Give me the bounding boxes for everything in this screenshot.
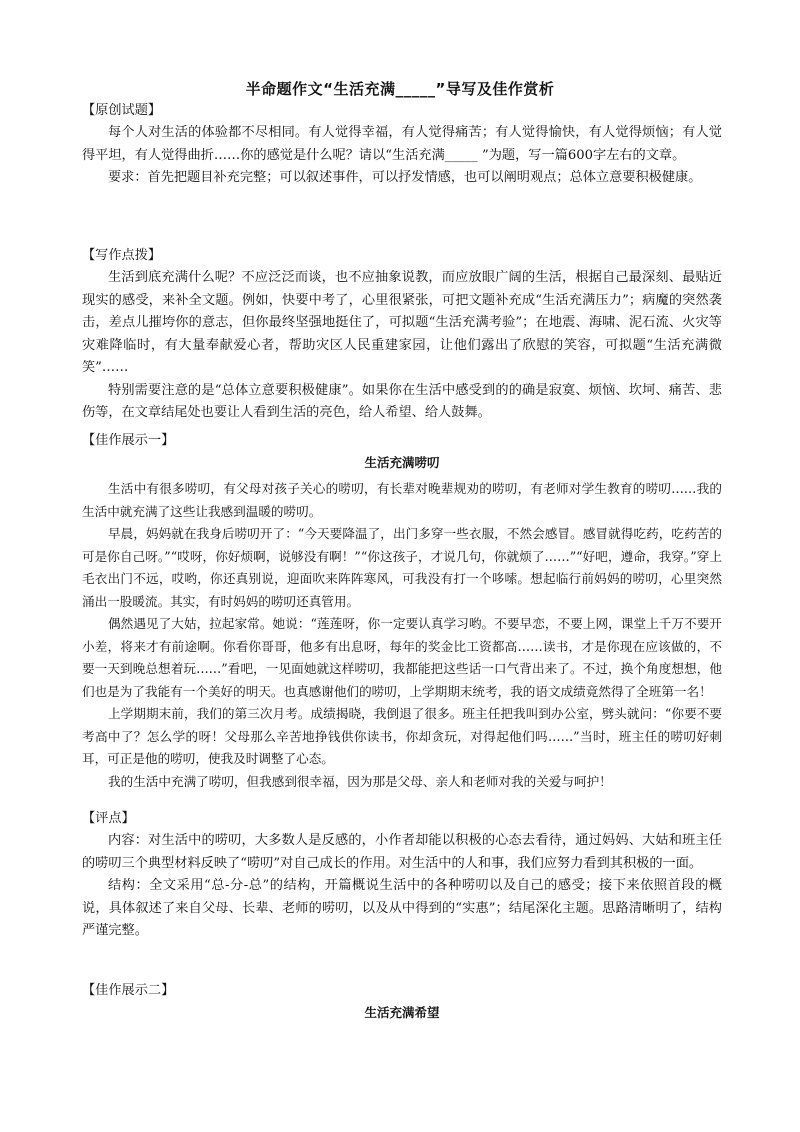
essay-paragraph: 我的生活中充满了唠叨，但我感到很幸福，因为那是父母、亲人和老师对我的关爱与呵护！ <box>108 773 612 789</box>
original-prompt-paragraph: 每个人对生活的体验都不尽相同。有人觉得幸福，有人觉得痛苦；有人觉得愉快，有人觉得烦恼；有人觉得平坦，有人觉得曲折……你的感觉是什么呢？请以“生活充满_____ ”为题，写一篇600字左右的文章。 <box>82 125 722 163</box>
essay-paragraph: 上学期期末前，我们的第三次月考。成绩揭晓，我倒退了很多。班主任把我叫到办公室，劈头就问：“你要不要考高中了？怎么学的呀！父母那么辛苦地挣钱供你读书，你却贪玩，对得起他们吗……”当时，班主任的唠叨好刺耳，可正是他的唠叨，使我及时调整了心态。 <box>82 706 722 766</box>
commentary-paragraph: 内容：对生活中的唠叨，大多数人是反感的，小作者却能以积极的心态去看待，通过妈妈、大姑和班主任的唠叨三个典型材料反映了“唠叨”对自己成长的作用。对生活中的人和事，我们应努力看到其积极的一面。 <box>82 833 722 871</box>
original-prompt-requirements: 要求：首先把题目补充完整；可以叙述事件，可以抒发情感，也可以阐明观点；总体立意要积极健康。 <box>108 170 702 185</box>
essay-paragraph: 偶然遇见了大姑，拉起家常。她说：“莲莲呀，你一定要认真学习哟。不要早恋，不要上网，课堂上千万不要开小差，将来才有前途啊。你看你哥哥，他多有出息呀，每年的奖金比工资都高……读书，才是你现在应该做的，不要一天到晚总想着玩……”看吧，一见面她就这样唠叨，我都能把这些话一口气背出来了。不过，换个角度想想，他们也是为了我能有一个美好的明天。也真感谢他们的唠叨，上学期期末统考，我的语文成绩竟然得了全班第一名！ <box>82 616 722 699</box>
commentary-section <box>82 808 722 943</box>
writing-tips-paragraph: 特别需要注意的是“总体立意要积极健康”。如果你在生活中感受到的的确是寂寞、烦恼、坎坷、痛苦、悲伤等，在文章结尾处也要让人看到生活的亮色，给人希望、给人鼓舞。 <box>82 382 722 420</box>
example-one-section <box>82 430 722 793</box>
original-prompt-section <box>82 100 722 190</box>
writing-tips-section <box>82 245 722 425</box>
writing-tips-paragraph: 生活到底充满什么呢？不应泛泛而谈，也不应抽象说教，而应放眼广阔的生活，根据自己最深刻、最贴近现实的感受，来补全文题。例如，快要中考了，心里很紧张，可把文题补充成“生活充满压力”；病魔的突然袭击，差点儿摧垮你的意志，但你最终坚强地挺住了，可拟题“生活充满考验”；在地震、海啸、泥石流、火灾等灾难降临时，有大量奉献爱心者，帮助灾区人民重建家园，让他们露出了欣慰的笑容，可拟题“生活充满微笑”…… <box>82 270 722 375</box>
example-two-heading: 【佳作展示二】 <box>82 983 175 998</box>
commentary-paragraph: 结构：全文采用“总-分-总”的结构，开篇概说生活中的各种唠叨以及自己的感受；接下来依照首段的概说，具体叙述了来自父母、长辈、老师的唠叨，以及从中得到的“实惠”；结尾深化主题。思路清晰明了，结构严谨完整。 <box>82 878 722 938</box>
essay-paragraph: 早晨，妈妈就在我身后唠叨开了：“今天要降温了，出门多穿一些衣服，不然会感冒。感冒就得吃药，吃药苦的可是你自己呀。”“哎呀，你好烦啊，说够没有啊！”“你这孩子，才说几句，你就烦了……”“好吧，遵命，我穿。”穿上毛衣出门不远，哎哟，你还真别说，迎面吹来阵阵寒风，可我没有打一个哆嗦。想起临行前妈妈的唠叨，心里突然涌出一股暖流。其实，有时妈妈的唠叨还真管用。 <box>82 526 722 609</box>
example-two-essay-title: 生活充满希望 <box>364 1005 440 1020</box>
example-two-section <box>82 980 722 1028</box>
document-title: 半命题作文“生活充满_____”导写及佳作赏析 <box>245 80 555 98</box>
essay-paragraph: 生活中有很多唠叨，有父母对孩子关心的唠叨，有长辈对晚辈规劝的唠叨，有老师对学生教育的唠叨……我的生活中就充满了这些让我感到温暖的唠叨。 <box>82 481 722 519</box>
example-one-heading: 【佳作展示一】 <box>82 433 175 448</box>
writing-tips-heading: 【写作点拨】 <box>82 248 162 263</box>
example-one-essay-title: 生活充满唠叨 <box>364 455 440 470</box>
original-prompt-heading: 【原创试题】 <box>82 103 162 118</box>
commentary-heading: 【评点】 <box>82 811 135 826</box>
